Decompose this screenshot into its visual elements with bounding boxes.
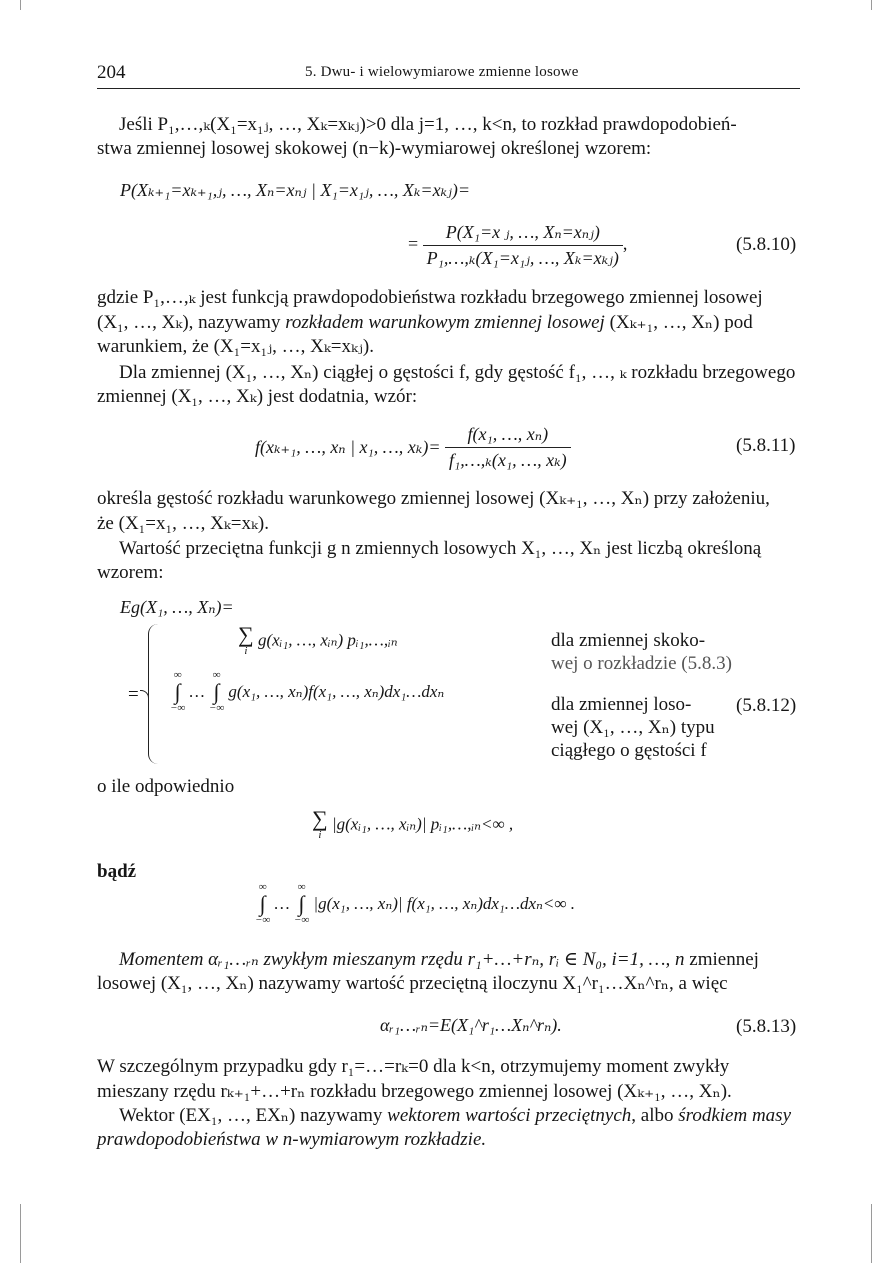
equation-5-8-12-equals: =: [128, 684, 139, 705]
left-brace: [148, 624, 163, 764]
paragraph-expected-value-intro-cont: [97, 561, 800, 586]
integral-symbol: ∫: [213, 679, 220, 704]
text-line: mieszany rzędu rₖ₊₁+…+rₙ rozkładu brzegowego zmiennej losowej (Xₖ₊₁, …, Xₙ).: [97, 1080, 732, 1102]
integral-operator: [255, 882, 270, 926]
equation-5-8-13: [380, 1015, 562, 1036]
scan-edge-top-right: [871, 0, 872, 10]
sum-symbol: ∑: [238, 622, 254, 647]
text-line: dla zmiennej skoko-: [551, 630, 706, 651]
fraction: [445, 424, 571, 471]
paragraph-provided: [97, 775, 800, 800]
paragraph-conditional-discrete-intro: [97, 113, 800, 138]
text-line: wej o rozkładzie (5.8.3): [551, 653, 732, 674]
page-header: [97, 62, 800, 89]
text-line: [97, 1104, 800, 1129]
text-line: dla zmiennej loso-: [551, 694, 692, 715]
fraction: [423, 222, 623, 269]
integral-symbol: ∫: [174, 679, 181, 704]
emphasized-term: rozkładem warunkowym zmiennej losowej: [285, 311, 605, 333]
emphasized-term: wektorem wartości przeciętnych: [387, 1105, 632, 1126]
text-line: określa gęstość rozkładu warunkowego zmiennej losowej (Xₖ₊₁, …, Xₙ) przy założeniu,: [97, 488, 770, 509]
numerator: P(X₁=x ⱼ, …, Xₙ=xₙⱼ): [423, 222, 623, 246]
text-run: Wektor (EX₁, …, EXₙ) nazywamy: [119, 1105, 388, 1126]
text-line: Jeśli P₁,…,ₖ(X₁=x₁ⱼ, …, Xₖ=xₖⱼ)>0 dla j=1, …, k<n, to rozkład prawdopodobień-: [119, 114, 737, 135]
lower-limit: −∞: [293, 914, 310, 926]
text-run: (Xₖ₊₁, …, Xₙ) pod: [604, 311, 753, 333]
text-line: gdzie P₁,…,ₖ jest funkcją prawdopodobieństwa rozkładu brzegowego zmiennej losowej: [97, 287, 763, 308]
math-text: αᵣ₁…ᵣₙ=E(X₁^r₁…Xₙ^rₙ).: [380, 1015, 562, 1035]
emphasized-term: Momentem αᵣ₁…ᵣₙ zwykłym mieszanym rzędu r₁+…+rₙ, rᵢ ∈ N₀, i=1, …, n: [119, 949, 685, 970]
lower-limit: −∞: [255, 914, 271, 926]
scan-edge-top-left: [20, 0, 21, 10]
equation-number-5-8-11: (5.8.11): [736, 435, 796, 456]
paragraph-moment-definition: [97, 948, 800, 973]
page-number: 204: [97, 62, 126, 83]
upper-limit: ∞: [297, 881, 306, 893]
paragraph-conditional-density: [97, 487, 800, 536]
ellipsis: …: [189, 682, 205, 701]
math-text: Eg(X₁, …, Xₙ)=: [120, 597, 234, 617]
text-run: (X₁, …, Xₖ), nazywamy: [97, 311, 286, 333]
integral-operator: [209, 670, 224, 714]
text-line: wzorem:: [97, 562, 164, 583]
math-text: g(x₁, …, xₙ)f(x₁, …, xₙ)dx₁…dxₙ: [228, 682, 445, 701]
equation-number-5-8-10: (5.8.10): [736, 234, 797, 255]
lower-limit: −∞: [208, 702, 225, 714]
equation-5-8-10-rhs: [408, 222, 627, 269]
text-line: Wartość przeciętna funkcji g n zmiennych losowych X₁, …, Xₙ jest liczbą określoną: [119, 538, 762, 559]
text-line: warunkiem, że (X₁=x₁ⱼ, …, Xₖ=xₖⱼ).: [97, 336, 375, 357]
paragraph-continuous-intro: [97, 361, 800, 386]
denominator: P₁,…,ₖ(X₁=x₁ⱼ, …, Xₖ=xₖⱼ): [426, 248, 619, 268]
text-run: zmiennej: [684, 949, 759, 970]
running-title: 5. Dwu- i wielowymiarowe zmienne losowe: [305, 64, 579, 80]
text-line: stwa zmiennej losowej skokowej (n−k)-wymiarowej określonej wzorem:: [97, 138, 652, 159]
integral-operator: [294, 882, 309, 926]
text-line: Dla zmiennej (X₁, …, Xₙ) ciągłej o gęstości f, gdy gęstość f₁, …, ₖ rozkładu brzegowego: [119, 362, 796, 383]
text-line: prawdopodobieństwa w n-wymiarowym rozkładzie.: [97, 1129, 487, 1150]
text-line: zmiennej (X₁, …, Xₖ) jest dodatnia, wzór:: [97, 386, 418, 407]
emphasized-term: środkiem masy: [678, 1105, 791, 1126]
math-text: f(xₖ₊₁, …, xₙ | x₁, …, xₖ)=: [255, 437, 441, 457]
lower-limit: −∞: [170, 702, 186, 714]
text-line: losowej (X₁, …, Xₙ) nazywamy wartość przeciętną iloczynu X₁^r₁…Xₙ^rₙ, a więc: [97, 973, 728, 994]
scan-edge-bottom-right: [871, 1204, 872, 1263]
paragraph-expected-value-intro: [97, 537, 800, 562]
condition-discrete: [551, 629, 732, 675]
integral-symbol: ∫: [298, 891, 305, 916]
condition-sum-finite: [312, 808, 513, 841]
equation-5-8-12-lhs: [120, 597, 234, 618]
text-line: że (X₁=x₁, …, Xₖ=xₖ).: [97, 512, 270, 534]
upper-limit: ∞: [212, 669, 221, 681]
sum-operator: [238, 624, 254, 657]
ellipsis: …: [274, 894, 290, 913]
paragraph-conditional-discrete-intro-cont: [97, 137, 800, 162]
comma: ,: [622, 233, 628, 254]
text-run: , albo: [631, 1105, 679, 1126]
text-line: W szczególnym przypadku gdy r₁=…=rₖ=0 dla k<n, otrzymujemy moment zwykły: [97, 1056, 730, 1077]
sum-operator: [312, 808, 328, 841]
paragraph-mean-vector-cont: [97, 1128, 800, 1153]
math-text: |g(xᵢ₁, …, xᵢₙ)| pᵢ₁,…,ᵢₙ<∞ ,: [331, 814, 514, 834]
equation-number-5-8-13: (5.8.13): [736, 1016, 797, 1037]
sum-index: i: [244, 645, 248, 657]
math-text: |g(x₁, …, xₙ)| f(x₁, …, xₙ)dx₁…dxₙ<∞ .: [313, 894, 575, 913]
upper-limit: ∞: [258, 881, 267, 893]
equals-sign: =: [408, 233, 419, 254]
math-text: P(Xₖ₊₁=xₖ₊₁,ⱼ, …, Xₙ=xₙⱼ | X₁=x₁ⱼ, …, Xₖ=xₖⱼ)=: [120, 180, 471, 200]
text-line: bądź: [97, 861, 137, 882]
integral-symbol: ∫: [259, 891, 266, 916]
sum-symbol: ∑: [312, 806, 328, 831]
equation-5-8-10-lhs: [120, 180, 470, 201]
equation-5-8-12-case-discrete: [238, 624, 398, 657]
paragraph-conditional-definition: [97, 286, 800, 360]
text-line: ciągłego o gęstości f: [551, 740, 707, 761]
condition-continuous: [551, 693, 715, 762]
paragraph-or: [97, 860, 800, 885]
denominator: f₁,…,ₖ(x₁, …, xₖ): [449, 450, 567, 470]
paragraph-mean-vector: [97, 1104, 800, 1129]
text-line: wej (X₁, …, Xₙ) typu: [551, 717, 715, 738]
paragraph-continuous-intro-cont: [97, 385, 800, 410]
equation-5-8-12-case-continuous: [170, 670, 444, 714]
scan-edge-bottom-left: [20, 1204, 21, 1263]
sum-index: i: [318, 829, 322, 841]
text-line: o ile odpowiednio: [97, 776, 235, 797]
equation-number-5-8-12: (5.8.12): [736, 695, 797, 716]
paragraph-moment-definition-cont: [97, 972, 800, 997]
text-line: [97, 948, 800, 973]
integral-operator: [170, 670, 185, 714]
upper-limit: ∞: [173, 669, 182, 681]
text-line: [97, 311, 800, 336]
math-text: g(xᵢ₁, …, xᵢₙ) pᵢ₁,…,ᵢₙ: [257, 630, 398, 650]
equation-5-8-11: [255, 424, 571, 471]
condition-integral-finite: [255, 882, 575, 926]
numerator: f(x₁, …, xₙ): [445, 424, 571, 448]
paragraph-special-case: [97, 1055, 800, 1104]
